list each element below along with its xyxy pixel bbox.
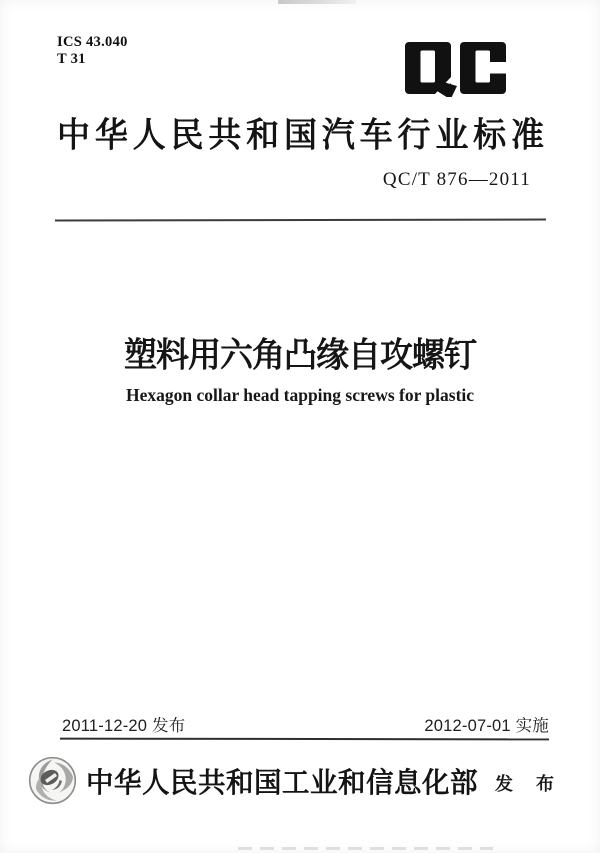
header-rule	[55, 218, 546, 221]
ministry-emblem-icon	[28, 756, 77, 805]
footer-rule	[60, 738, 549, 741]
publisher-footer	[28, 754, 563, 806]
implementation-date: 2012-07-01 实施	[424, 717, 549, 735]
issue-date: 2011-12-20 发布	[62, 717, 186, 735]
publisher-name: 中华人民共和国工业和信息化部	[86, 766, 478, 799]
scan-artifact-bottom	[238, 847, 493, 850]
standard-org-title: 中华人民共和国汽车行业标准	[57, 117, 544, 155]
document-title-cn: 塑料用六角凸缘自攻螺钉	[124, 335, 476, 374]
standard-number: QC/T 876—2011	[382, 169, 531, 190]
classification-code: T 31	[57, 51, 86, 68]
document-title-en: Hexagon collar head tapping screws for plastic	[125, 385, 475, 405]
dates-row	[62, 712, 549, 736]
qc-logo	[405, 42, 507, 97]
ics-code: ICS 43.040	[57, 34, 128, 50]
ics-block	[57, 34, 128, 68]
qc-logo-icon	[405, 42, 507, 97]
publish-label: 发 布	[495, 774, 564, 794]
scan-artifact-top	[278, 0, 356, 4]
